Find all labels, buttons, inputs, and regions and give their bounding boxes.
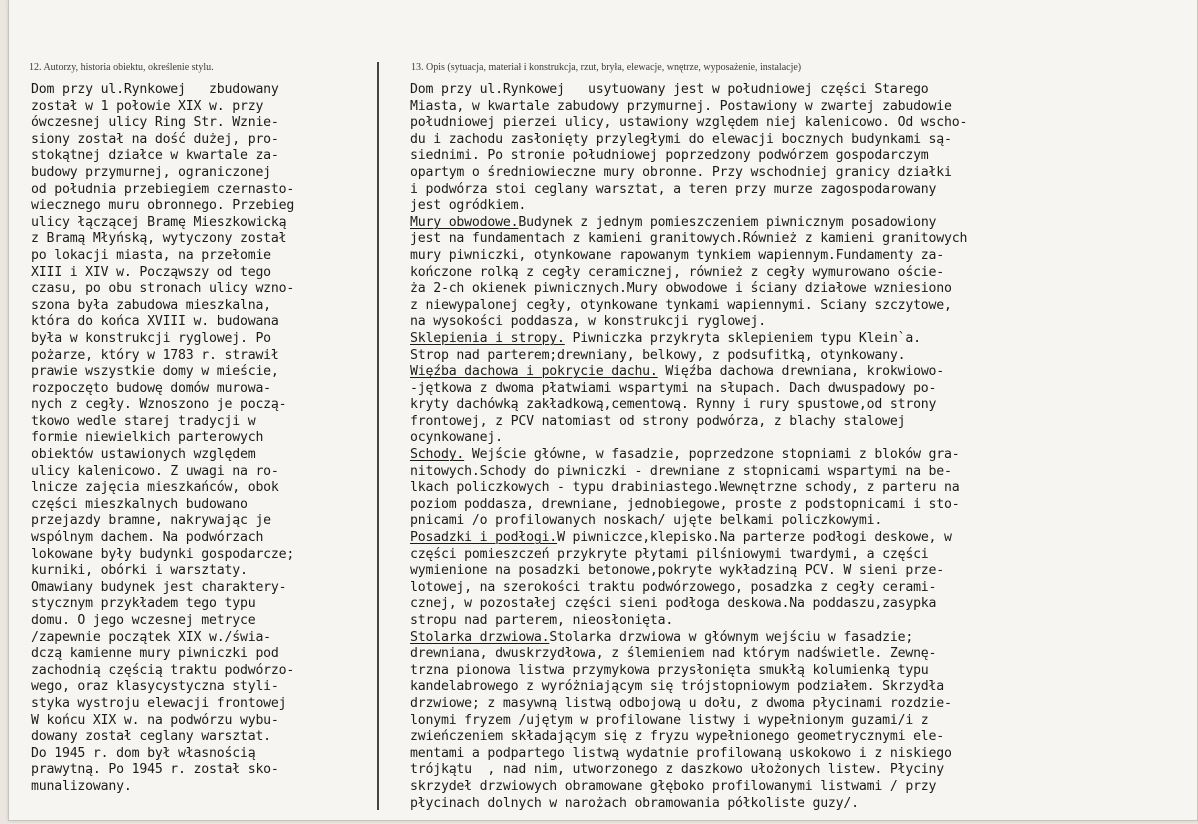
history-text-line: dowany został ceglany warsztat. (31, 729, 271, 745)
history-text-line: siony został na dość dużej, pro- (31, 131, 279, 147)
section-text-line: nitowych.Schody do piwniczki - drewniane z stopnicami wspartymi na be- (410, 463, 952, 479)
section-first-line (410, 530, 1190, 547)
intro-text-line: jest ogródkiem. (410, 198, 527, 214)
left-column-header: 12. Autorzy, historia obiektu, określenie stylu. (29, 62, 214, 73)
section-text-line: skrzydeł drzwiowych obramowane głęboko profilowanymi listwami / przy (410, 778, 937, 794)
section-text-line: lotowej, na szerokości traktu podwórzowego, posadzka z cegły cerami- (410, 579, 937, 595)
section-text-line: stropu nad parterem, nieosłonięta. (410, 613, 674, 628)
section-first-line (410, 364, 1190, 381)
history-text-line: części mieszkalnych budowano (31, 496, 248, 512)
history-text-line: /zapewnie początek XIX w./świa- (31, 629, 271, 645)
section-text-line: płycinach dolnych w narożach obramowania półkoliste guzy/. (410, 795, 859, 811)
section-first-line-text: Stolarka drzwiowa w głównym wejściu w fasadzie; (549, 629, 914, 645)
section-text-line: z niewypalonej cegły, otynkowane tynkami wapiennymi. Sciany szczytowe, (410, 297, 952, 313)
history-text-line: rozpoczęto budowę domów murowa- (31, 380, 271, 396)
section-heading: Posadzki i podłogi. (410, 530, 558, 546)
section-first-line (410, 630, 1190, 647)
section-text-line: drzwiowe; z masywną listwą odbojową u dołu, z dwoma płycinami rozdzie- (410, 695, 952, 711)
history-text-line: stokątnej działce w kwartale za- (31, 148, 279, 164)
section-heading: Stolarka drzwiowa. (410, 629, 550, 645)
section-text-line: wymienione na posadzki betonowe,pokryte wykładziną PCV. W sieni prze- (410, 563, 945, 579)
document-sheet (8, 0, 1198, 821)
history-text-line: tkowo wedle starej tradycji w (31, 413, 256, 429)
intro-text-line: południowej pierzei ulicy, ustawiony względem niej kalenicowo. Od wscho- (410, 115, 968, 131)
history-text-line: która do końca XVIII w. budowana (31, 314, 279, 330)
section-text-line: mury piwniczki, otynkowane rapowanym tynkiem wapiennym.Fundamenty za- (410, 247, 945, 263)
section-text-line: na wysokości poddasza, w konstrukcji ryglowej. (410, 314, 767, 330)
history-text-line: kurniki, obórki i warsztaty. (31, 563, 248, 579)
history-text-line: ulicy kalenicowo. Z uwagi na ro- (31, 463, 279, 479)
section-text-line: lonymi fryzem /ujętym w profilowane listwy i wypełnionym guzami/i z (410, 712, 929, 728)
section-heading: Więźba dachowa i pokrycie dachu. (410, 364, 658, 380)
history-text-line: XIII i XIV w. Począwszy od tego (31, 264, 271, 280)
history-text-line: został w 1 połowie XIX w. przy (31, 98, 264, 114)
section-first-line-text: Budynek z jednym pomieszczeniem piwnicznym posadowiony (518, 214, 937, 230)
intro-text-line: siednimi. Po stronie południowej poprzedzony podwórzem gospodarczym (410, 148, 929, 164)
section-text-line: kończone rolką z cegły ceramicznej, również z cegły wymurowano oście- (410, 264, 945, 280)
column-divider (377, 62, 379, 810)
section-text-line: jest na fundamentach z kamieni granitowych.Również z kamieni granitowych (410, 231, 968, 247)
description-text-column (410, 82, 1190, 812)
history-text-line: lokowane były budynki gospodarcze; (31, 546, 295, 562)
section-first-line (410, 215, 1190, 232)
section-text-line: kandelabrowego z wyróżniającym się trójstopniowym podziałem. Skrzydła (410, 679, 945, 695)
history-text-line: wego, oraz klasycystyczna styli- (31, 679, 279, 695)
section-first-line (410, 447, 1190, 464)
history-text-line: zachodnią częścią traktu podwórzo- (31, 662, 295, 678)
history-text-line: budowy przymurnej, ograniczonej (31, 164, 271, 180)
section-text-line: kryty dachówką zakładkową,cementową. Rynny i rury spustowe,od strony (410, 397, 937, 413)
section-first-line (410, 331, 1190, 348)
history-text-line: szona była zabudowa mieszkalna, (31, 297, 271, 313)
section-text-line: pnicami /o profilowanych noskach/ ujęte belkami policzkowymi. (410, 513, 883, 529)
right-column-header: 13. Opis (sytuacja, materiał i konstrukcja, rzut, bryła, elewacje, wnętrze, wyposażenie, instalacje) (411, 62, 802, 73)
history-text-line: Omawiany budynek jest charaktery- (31, 579, 287, 595)
section-text-line: ża 2-ch okienek piwnicznych.Mury obwodowe i ściany działowe wzniesiono (410, 281, 952, 297)
section-text-line: cznej, w pozostałej części sieni podłoga deskowa.Na poddaszu,zasypka (410, 596, 937, 612)
history-text-line: wiecznego muru obronnego. Przebieg (31, 198, 295, 214)
history-text-column (31, 82, 376, 796)
history-text-line: obiektów ustawionych względem (31, 447, 256, 463)
history-text-line: munalizowany. (31, 778, 132, 794)
section-first-line-text: Piwniczka przykryta sklepieniem typu Klein`a. (564, 330, 921, 346)
history-text-line: Do 1945 r. dom był własnością (31, 745, 256, 761)
history-text-line: pożarze, który w 1783 r. strawił (31, 347, 279, 363)
section-text-line: frontowej, z PCV natomiast od strony podwórza, z blachy stalowej (410, 413, 906, 429)
history-text-line: przejazdy bramne, nakrywając je (31, 513, 271, 529)
section-text-line: mentami a podpartego listwą wydatnie profilowaną uskokowo i z niskiego (410, 745, 952, 761)
section-first-line-text: W piwniczce,klepisko.Na parterze podłogi deskowe, w (557, 530, 952, 546)
history-text-line: była w konstrukcji ryglowej. Po (31, 330, 271, 346)
history-text-line: Dom przy ul.Rynkowej zbudowany (31, 82, 279, 97)
section-text-line: lkach policzkowych - typu drabiniastego.Wewnętrzne schody, z parteru na (410, 480, 960, 496)
intro-text-line: i podwórza stoi ceglany warsztat, a teren przy murze zagospodarowany (410, 181, 937, 197)
history-text-line: wspólnym dachem. Na podwórzach (31, 530, 264, 546)
history-text-line: W końcu XIX w. na podwórzu wybu- (31, 712, 279, 728)
history-text-line: nych z cegły. Wznoszono je począ- (31, 397, 287, 413)
history-text-line: po lokacji miasta, na przełomie (31, 247, 271, 263)
history-text-line: dczą kamienne mury piwniczki pod (31, 646, 279, 662)
section-text-line: poziom poddasza, drewniane, jednobiegowe, proste z podstopnicami i sto- (410, 496, 960, 512)
history-text-line: ówczesnej ulicy Ring Str. Wznie- (31, 115, 279, 131)
history-text-line: od południa przebiegiem czernasto- (31, 181, 295, 197)
section-heading: Mury obwodowe. (410, 214, 519, 230)
section-text-line: Strop nad parterem;drewniany, belkowy, z podsufitką, otynkowany. (410, 347, 906, 363)
intro-text-line: du i zachodu zasłonięty przyległymi do elewacji bocznych budynkami są- (410, 131, 952, 147)
history-text-line: prawytną. Po 1945 r. został sko- (31, 762, 279, 778)
intro-text-line: Miasta, w kwartale zabudowy przymurnej. Postawiony w zwartej zabudowie (410, 98, 952, 114)
intro-text-line: opartym o średniowieczne mury obronne. Przy wschodniej granicy działki (410, 164, 952, 180)
section-text-line: ocynkowanej. (410, 430, 503, 446)
history-text-line: ulicy łączącej Bramę Mieszkowicką (31, 214, 287, 230)
section-text-line: zwieńczeniem składającym się z fryzu wypełnionego geometrycznymi ele- (410, 729, 945, 745)
history-text-line: czasu, po obu stronach ulicy wzno- (31, 281, 295, 297)
history-text-line: formie niewielkich parterowych (31, 430, 264, 446)
section-heading: Sklepienia i stropy. (410, 330, 565, 346)
section-text-line: trzna pionowa listwa przymykowa przysłonięta smukłą kolumienką typu (410, 662, 929, 678)
history-text-line: prawie wszystkie domy w mieście, (31, 364, 279, 380)
history-text-line: z Bramą Młyńską, wytyczony został (31, 231, 287, 247)
section-text-line: drewniana, dwuskrzydłowa, z ślemieniem nad którym nadświetle. Zewnę- (410, 646, 937, 662)
section-first-line-text: Więźba dachowa drewniana, krokwiowo- (657, 364, 945, 380)
section-text-line: części pomieszczeń przykryte płytami pilśniowymi twardymi, a części (410, 546, 929, 562)
intro-text-line: Dom przy ul.Rynkowej usytuowany jest w południowej części Starego (410, 82, 929, 97)
history-text-line: lnicze zajęcia mieszkańców, obok (31, 480, 279, 496)
history-text-line: stycznym przykładem tego typu (31, 596, 256, 612)
history-text-line: domu. O jego wczesnej metryce (31, 613, 256, 628)
section-first-line-text: Wejście główne, w fasadzie, poprzedzone stopniami z bloków gra- (464, 447, 960, 463)
section-text-line: -jętkowa z dwoma płatwiami wspartymi na słupach. Dach dwuspadowy po- (410, 380, 937, 396)
section-text-line: trójkątu , nad nim, utworzonego z daszkowo ułożonych listew. Płyciny (410, 762, 945, 778)
history-text-line: styka wystroju elewacji frontowej (31, 695, 287, 711)
section-heading: Schody. (410, 447, 465, 463)
